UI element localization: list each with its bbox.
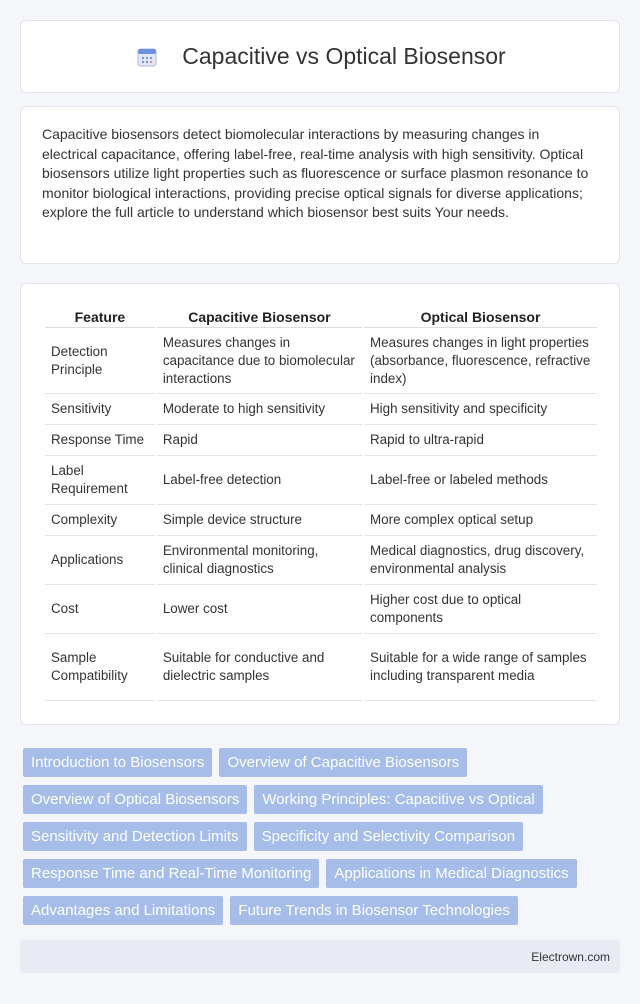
comparison-table-card <box>20 283 620 725</box>
table-cell: Moderate to high sensitivity <box>157 394 362 425</box>
table-cell: Simple device structure <box>157 505 362 536</box>
table-row <box>45 456 597 505</box>
table-cell: Lower cost <box>157 585 362 634</box>
table-cell: Suitable for conductive and dielectric samples <box>157 634 362 701</box>
table-row <box>45 634 597 701</box>
tag-link[interactable]: Future Trends in Biosensor Technologies <box>230 896 518 925</box>
tag-link[interactable]: Advantages and Limitations <box>23 896 223 925</box>
table-row <box>45 328 597 394</box>
table-header-row <box>45 304 597 328</box>
table-cell: Sensitivity <box>45 394 155 425</box>
footer <box>20 940 620 973</box>
table-cell: High sensitivity and specificity <box>364 394 597 425</box>
title-card <box>20 20 620 93</box>
table-cell: Suitable for a wide range of samples including transparent media <box>364 634 597 701</box>
table-cell: Measures changes in light properties (absorbance, fluorescence, refractive index) <box>364 328 597 394</box>
tag-link[interactable]: Overview of Capacitive Biosensors <box>219 748 467 777</box>
table-cell: Label-free detection <box>157 456 362 505</box>
table-row <box>45 505 597 536</box>
tag-link[interactable]: Specificity and Selectivity Comparison <box>254 822 523 851</box>
tag-link[interactable]: Working Principles: Capacitive vs Optical <box>254 785 542 814</box>
table-cell: Sample Compatibility <box>45 634 155 701</box>
tag-link[interactable]: Overview of Optical Biosensors <box>23 785 247 814</box>
intro-text: Capacitive biosensors detect biomolecular interactions by measuring changes in electrical capacitance, offering label-free, real-time analysis with high sensitivity. Optical biosensors utilize light properties such as fluorescence or surface plasmon resonance to monitor biological interactions, providing precise optical signals for diverse applications; explore the full article to understand which biosensor best suits Your needs. <box>42 126 589 221</box>
table-row <box>45 536 597 585</box>
table-row <box>45 585 597 634</box>
table-cell: Medical diagnostics, drug discovery, environmental analysis <box>364 536 597 585</box>
tag-link[interactable]: Response Time and Real-Time Monitoring <box>23 859 319 888</box>
tag-link[interactable]: Sensitivity and Detection Limits <box>23 822 247 851</box>
comparison-table <box>43 304 599 701</box>
table-row <box>45 394 597 425</box>
table-cell: Higher cost due to optical components <box>364 585 597 634</box>
table-cell: Measures changes in capacitance due to biomolecular interactions <box>157 328 362 394</box>
footer-site-link[interactable]: Electrown.com <box>531 949 610 964</box>
column-header: Capacitive Biosensor <box>157 304 362 328</box>
table-cell: Rapid to ultra-rapid <box>364 425 597 456</box>
table-cell: Label-free or labeled methods <box>364 456 597 505</box>
tag-link[interactable]: Applications in Medical Diagnostics <box>326 859 576 888</box>
calendar-icon <box>134 44 160 70</box>
table-cell: Rapid <box>157 425 362 456</box>
table-cell: Response Time <box>45 425 155 456</box>
column-header: Feature <box>45 304 155 328</box>
table-cell: Detection Principle <box>45 328 155 394</box>
table-cell: Label Requirement <box>45 456 155 505</box>
tag-link[interactable]: Introduction to Biosensors <box>23 748 212 777</box>
table-row <box>45 425 597 456</box>
table-cell: Applications <box>45 536 155 585</box>
table-cell: Complexity <box>45 505 155 536</box>
topic-tags <box>23 748 623 933</box>
table-cell: More complex optical setup <box>364 505 597 536</box>
table-cell: Cost <box>45 585 155 634</box>
page-title: Capacitive vs Optical Biosensor <box>182 43 506 69</box>
intro-card <box>20 106 620 264</box>
table-cell: Environmental monitoring, clinical diagnostics <box>157 536 362 585</box>
column-header: Optical Biosensor <box>364 304 597 328</box>
